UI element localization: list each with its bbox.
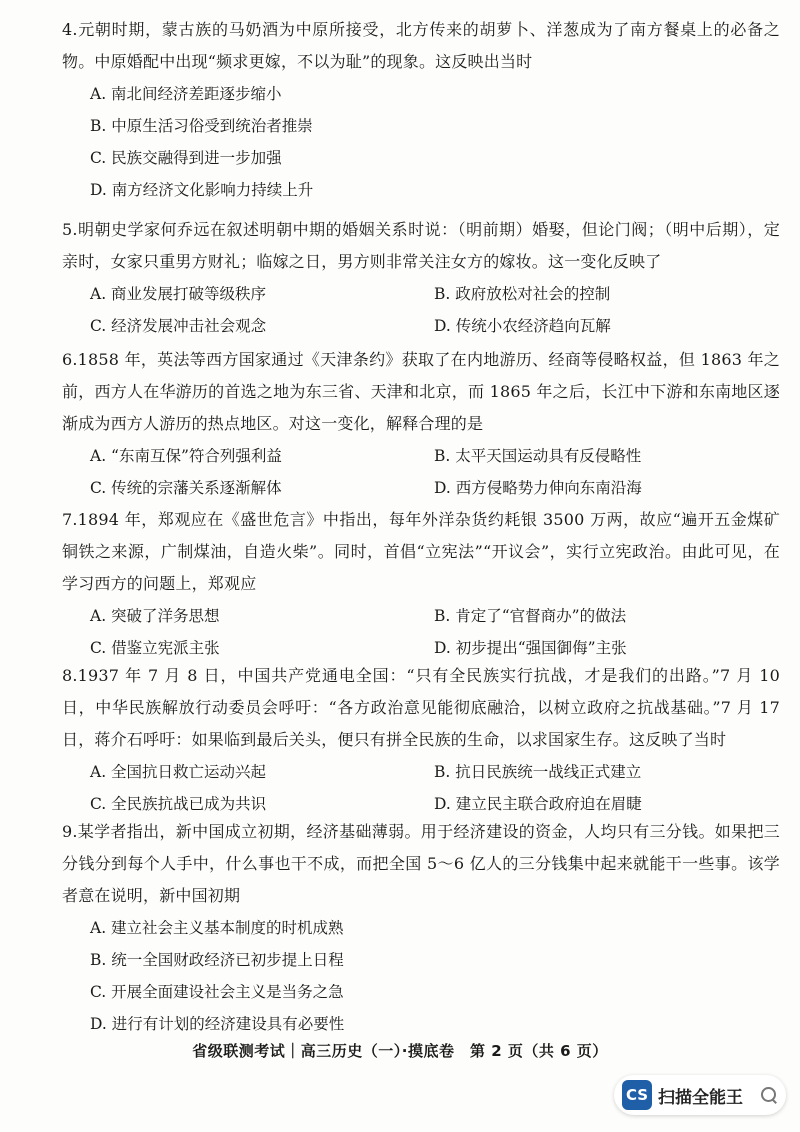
option-c: C. 全民族抗战已成为共识 (90, 795, 267, 813)
question-stem: 7.1894 年，郑观应在《盛世危言》中指出，每年外洋杂货约耗银 3500 万两，故应“遍开五金煤矿铜铁之来源，广制煤油，自造火柴”。同时，首倡“立宪法”“开议会”，实行立宪政治。由此可见，在学习西方的问题上，郑观应 (62, 510, 780, 593)
question-6 (62, 344, 780, 504)
option-c: C. 民族交融得到进一步加强 (90, 149, 282, 167)
question-stem: 6.1858 年，英法等西方国家通过《天津条约》获取了在内地游历、经商等侵略权益，但 1863 年之前，西方人在华游历的首选之地为东三省、天津和北京，而 1865 年之后，长江中下游和东南地区逐渐成为西方人游历的热点地区。对这一变化，解释合理的是 (62, 350, 780, 433)
question-stem: 5.明朝史学家何乔远在叙述明朝中期的婚姻关系时说：（明前期）婚娶，但论门阀；（明中后期），定亲时，女家只重男方财礼；临嫁之日，男方则非常关注女方的嫁妆。这一变化反映了 (62, 220, 780, 271)
option-d: D. 南方经济文化影响力持续上升 (90, 181, 314, 199)
option-d: D. 西方侵略势力伸向东南沿海 (434, 479, 642, 497)
question-4 (62, 14, 780, 206)
option-b: B. 统一全国财政经济已初步提上日程 (90, 951, 344, 969)
option-d: D. 建立民主联合政府迫在眉睫 (434, 795, 642, 813)
camscanner-logo: CS (622, 1080, 652, 1110)
option-b: B. 政府放松对社会的控制 (434, 285, 611, 303)
watermark-text: 扫描全能王 (658, 1087, 743, 1108)
question-9 (62, 816, 780, 1040)
options (90, 278, 780, 342)
option-c: C. 开展全面建设社会主义是当务之急 (90, 983, 344, 1001)
option-a: A. 商业发展打破等级秩序 (90, 285, 267, 303)
options (90, 756, 780, 820)
option-b: B. 肯定了“官督商办”的做法 (434, 607, 627, 625)
scanner-watermark[interactable] (614, 1075, 786, 1115)
option-b: B. 中原生活习俗受到统治者推崇 (90, 117, 313, 135)
options (90, 440, 780, 504)
options (90, 78, 780, 206)
option-b: B. 抗日民族统一战线正式建立 (434, 763, 642, 781)
option-a: A. 突破了洋务思想 (90, 607, 220, 625)
option-c: C. 传统的宗藩关系逐渐解体 (90, 479, 282, 497)
option-d: D. 初步提出“强国御侮”主张 (434, 639, 627, 657)
question-stem: 8.1937 年 7 月 8 日，中国共产党通电全国：“只有全民族实行抗战，才是我们的出路。”7 月 10 日，中华民族解放行动委员会呼吁：“各方政治意见能彻底融洽，以树立政府之抗战基础。”7 月 17 日，蒋介石呼吁：如果临到最后关头，便只有拼全民族的生命，以求国家生存。这反映了当时 (62, 666, 780, 749)
page-footer: 省级联测考试｜高三历史（一）·摸底卷 第 2 页（共 6 页） (192, 1042, 608, 1060)
options (90, 912, 780, 1040)
search-icon[interactable] (760, 1086, 778, 1104)
option-b: B. 太平天国运动具有反侵略性 (434, 447, 642, 465)
option-c: C. 借鉴立宪派主张 (90, 639, 220, 657)
question-stem: 9.某学者指出，新中国成立初期，经济基础薄弱。用于经济建设的资金，人均只有三分钱。如果把三分钱分到每个人手中，什么事也干不成，而把全国 5～6 亿人的三分钱集中起来就能干一些事。该学者意在说明，新中国初期 (62, 822, 780, 905)
question-stem: 4.元朝时期，蒙古族的马奶酒为中原所接受，北方传来的胡萝卜、洋葱成为了南方餐桌上的必备之物。中原婚配中出现“频求更嫁，不以为耻”的现象。这反映出当时 (62, 20, 780, 71)
question-7 (62, 504, 780, 664)
question-5 (62, 214, 780, 342)
option-a: A. 全国抗日救亡运动兴起 (90, 763, 267, 781)
question-8 (62, 660, 780, 820)
option-d: D. 进行有计划的经济建设具有必要性 (90, 1015, 345, 1033)
option-d: D. 传统小农经济趋向瓦解 (434, 317, 611, 335)
options (90, 600, 780, 664)
option-c: C. 经济发展冲击社会观念 (90, 317, 267, 335)
option-a: A. 南北间经济差距逐步缩小 (90, 85, 282, 103)
option-a: A. “东南互保”符合列强利益 (90, 447, 282, 465)
option-a: A. 建立社会主义基本制度的时机成熟 (90, 919, 344, 937)
